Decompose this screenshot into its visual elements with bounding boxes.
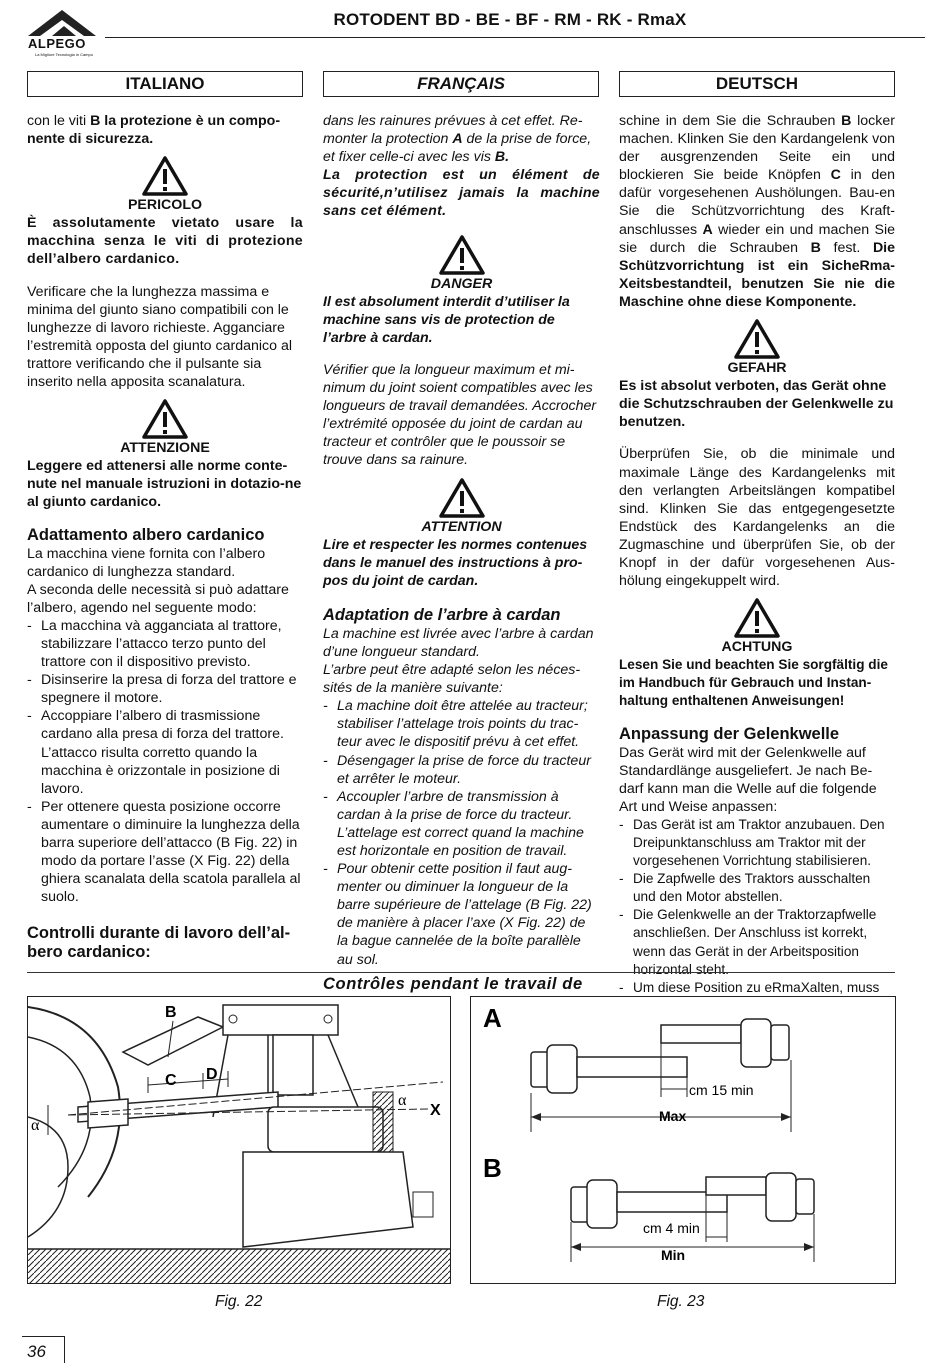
fr-warning-1-label: DANGER	[430, 275, 493, 292]
it-warning-2-label: ATTENZIONE	[120, 440, 210, 457]
fig22-label-c: C	[165, 1072, 177, 1089]
fig22-label-b: B	[165, 1004, 177, 1021]
it-heading-adattamento: Adattamento albero cardanico	[27, 525, 265, 544]
fr-warning-2-text: Lire et respecter les normes contenues dans le manuel des instructions à pro-pos du joint de cardan.	[323, 536, 588, 589]
warning-triangle-icon	[439, 478, 485, 518]
fig23-a-min-text: cm 15 min	[689, 1082, 754, 1098]
list-item: - Per ottenere questa posizione occorre aumentare o diminuire la lunghezza della barra superiore dell’attacco (B Fig. 22) in modo da portare l’asse (X Fig. 22) della ghiera scanalata della scatola parallela al suolo.	[27, 798, 303, 907]
fig23-label-b: B	[483, 1153, 502, 1183]
it-warning-2-text: Leggere ed attenersi alle norme conte-nute nel manuale istruzioni in dotazio-ne al giunto cardanico.	[27, 458, 302, 511]
header-rule	[105, 37, 925, 38]
fig23-a-max-text: Max	[659, 1108, 687, 1124]
warning-triangle-icon	[734, 319, 780, 359]
section-divider	[27, 972, 895, 973]
it-warning-1-label: PERICOLO	[127, 197, 203, 214]
fig22-label-x: X	[430, 1102, 441, 1119]
fig23-b-min-text: cm 4 min	[643, 1220, 700, 1236]
document-title: ROTODENT BD - BE - BF - RM - RK - RmaX	[333, 10, 687, 29]
figure-23	[470, 996, 896, 1284]
column-francais	[323, 112, 600, 994]
de-warning-2-text: Lesen Sie und beachten Sie sorgfältig die im Handbuch für Gebrauch und Instan-haltung enthaltenen Anweisungen!	[619, 657, 888, 709]
page-number: 36	[27, 1342, 46, 1361]
logo-subtitle: La Migliore Tecnologia in Campo	[35, 52, 93, 57]
fig22-caption: Fig. 22	[215, 1293, 263, 1310]
list-item: - Pour obtenir cette position il faut aug-menter ou diminuer la longueur de la barre supérieure de l’attelage (B Fig. 22) de manière à placer l’axe (X Fig. 22) de la bague cannelée de la boîte parallèle au sol.	[323, 860, 600, 969]
it-paragraph-2: Verificare che la lunghezza massima e minima del giunto siano compatibili con le lunghezze di lavoro richieste. Agganciare l’estremità opposta del giunto cardanico al trattore verificando che il pulsante sia inserito nella apposita scanalatura.	[27, 283, 292, 391]
de-warning-2-label: ACHTUNG	[721, 639, 793, 656]
warning-triangle-icon	[142, 399, 188, 439]
warning-triangle-icon	[142, 156, 188, 196]
lang-header-italiano: ITALIANO	[27, 71, 303, 97]
de-paragraph-3: Das Gerät wird mit der Gelenkwelle auf Standardlänge ausgeliefert. Je nach Be-darf kann man die Welle auf die folgende Art und Weise anpassen:	[619, 744, 877, 815]
fig22-alpha-left: α	[31, 1117, 40, 1134]
it-heading-controlli: Controlli durante di lavoro dell’al-bero cardanico:	[27, 924, 291, 962]
de-heading-anpassung: Anpassung der Gelenkwelle	[619, 724, 840, 743]
list-item: - Die Zapfwelle des Traktors ausschalten und den Motor abstellen.	[619, 870, 895, 906]
list-item: - Accoppiare l’albero di trasmissione cardano alla presa di forza del trattore. L’attacco risulta corretto quando la macchina è orizzontale in posizione di lavoro.	[27, 707, 303, 797]
de-warning-2	[619, 598, 895, 638]
fr-paragraph-3: La machine est livrée avec l’arbre à cardan d’une longueur standard.	[323, 625, 594, 660]
fr-paragraph-1: dans les rainures prévues à cet effet. Re-monter la protection A de la prise de force, et fixer celle-ci avec les vis B.	[323, 113, 592, 166]
lang-header-deutsch: DEUTSCH	[619, 71, 895, 97]
fig22-alpha-right: α	[398, 1092, 407, 1109]
fig23-label-a: A	[483, 1003, 502, 1033]
fr-steps-list	[323, 697, 600, 968]
it-paragraph-1: con le viti B la protezione è un compo-nente di sicurezza.	[27, 113, 281, 148]
de-paragraph-1: schine in dem Sie die Schrauben B locker machen. Klinken Sie den Kardangelenk von der ausgrenzenden Seite ein und blockieren Sie beide Knöpfen C in den dafür vorgesehenen Aushölungen. Bau-en Sie die Schützvorrichtung des Kraft-anschlusses A wieder ein und machen Sie sie durch die Schrauben B fest. Die Schützvorrichtung ist ein SicheRma-Xeitsbestandteil, benutzen Sie nie die Maschine ohne diese Komponente.	[619, 113, 896, 310]
warning-triangle-icon	[439, 235, 485, 275]
list-item: - Désengager la prise de force du tracteur et arrêter le moteur.	[323, 752, 600, 788]
fr-warning-2-label: ATTENTION	[421, 518, 502, 535]
lang-header-francais: FRANÇAIS	[323, 71, 599, 97]
fr-warning-1	[323, 235, 600, 275]
cardan-shaft-length-diagram	[471, 997, 895, 1283]
shaft-b	[571, 1173, 814, 1263]
fr-warning-2	[323, 478, 600, 518]
fig22-label-d: D	[206, 1066, 218, 1083]
de-warning-1-text: Es ist absolut verboten, das Gerät ohne die Schutzschrauben der Gelenkwelle zu benutzen.	[619, 378, 894, 431]
list-item: - Das Gerät ist am Traktor anzubauen. Den Dreipunktanschluss am Traktor mit der vorgesehenen Vorrichtung stabilisieren.	[619, 816, 895, 870]
fr-warning-1-text: Il est absolument interdit d’utiliser la machine sans vis de protection de l’arbre à cardan.	[323, 293, 570, 346]
it-paragraph-3: La macchina viene fornita con l’albero cardanico di lunghezza standard.	[27, 545, 266, 580]
shaft-a	[531, 1019, 791, 1132]
it-paragraph-4: A seconda delle necessità si può adattare l’albero, agendo nel seguente modo:	[27, 581, 289, 616]
fr-paragraph-2: Vérifier que la longueur maximum et mi-nimum du joint soient compatibles avec les longueurs de travail demandées. Accrocher l’extrémité opposée du joint de cardan au tracteur et contrôler que le poussoir se trouve dans sa rainure.	[323, 361, 597, 469]
fr-paragraph-1-bold: La protection est un élément de sécurité,n’utilisez jamais la machine sans cet élément.	[323, 167, 600, 220]
de-warning-1-label: GEFAHR	[727, 360, 787, 377]
fr-heading-adaptation: Adaptation de l’arbre à cardan	[323, 605, 561, 624]
column-deutsch	[619, 112, 895, 1087]
it-warning-1-text: È assolutamente vietato usare la macchina senza le viti di protezione dell’albero cardanico.	[27, 215, 303, 268]
list-item: - La machine doit être attelée au tracteur; stabiliser l’attelage trois points du trac-teur avec le dispositif prévu à cet effet.	[323, 697, 600, 751]
fr-paragraph-4: L’arbre peut être adapté selon les néces-sités de la manière suivante:	[323, 662, 581, 697]
list-item: - Um diese Position zu eRmaXalten, muss	[619, 979, 895, 1088]
it-warning-2	[27, 399, 303, 439]
column-italiano	[27, 112, 303, 962]
fig23-caption: Fig. 23	[657, 1293, 705, 1310]
figure-22	[27, 996, 451, 1284]
it-warning-1	[27, 156, 303, 196]
de-paragraph-2: Überprüfen Sie, ob die minimale und maximale Länge des Kardangelenks mit den verlangten Arbeitslängen kompatibel sind. Klinken Sie das entgegengesetzte Endstück des Kardangelenks an die Zugmaschine und überprüfen Sie, ob der Knopf in der dafür vorgesehenen Aus-hölung eingekuppelt wird.	[619, 446, 895, 590]
list-item: - La macchina và agganciata al trattore, stabilizzare l’attacco terzo punto del trattore con il dispositivo previsto.	[27, 617, 303, 671]
warning-triangle-icon	[734, 598, 780, 638]
list-item: - Disinserire la presa di forza del trattore e spegnere il motore.	[27, 671, 303, 707]
it-steps-list	[27, 617, 303, 907]
logo-text: ALPEGO	[28, 36, 86, 51]
fig23-b-label: Min	[661, 1247, 686, 1263]
list-item: - Die Gelenkwelle an der Traktorzapfwelle anschließen. Der Anschluss ist korrekt, wenn das Gerät in der Arbeitsposition horizontal steht.	[619, 906, 895, 978]
machine-hitch-diagram	[28, 997, 450, 1283]
list-item: - Accoupler l’arbre de transmission à cardan à la prise de force du tracteur. L’attelage est correct quand la machine est horizontale en position de travail.	[323, 788, 600, 860]
de-warning-1	[619, 319, 895, 359]
fr-heading-controles: Contrôles pendant le travail de	[323, 974, 583, 993]
